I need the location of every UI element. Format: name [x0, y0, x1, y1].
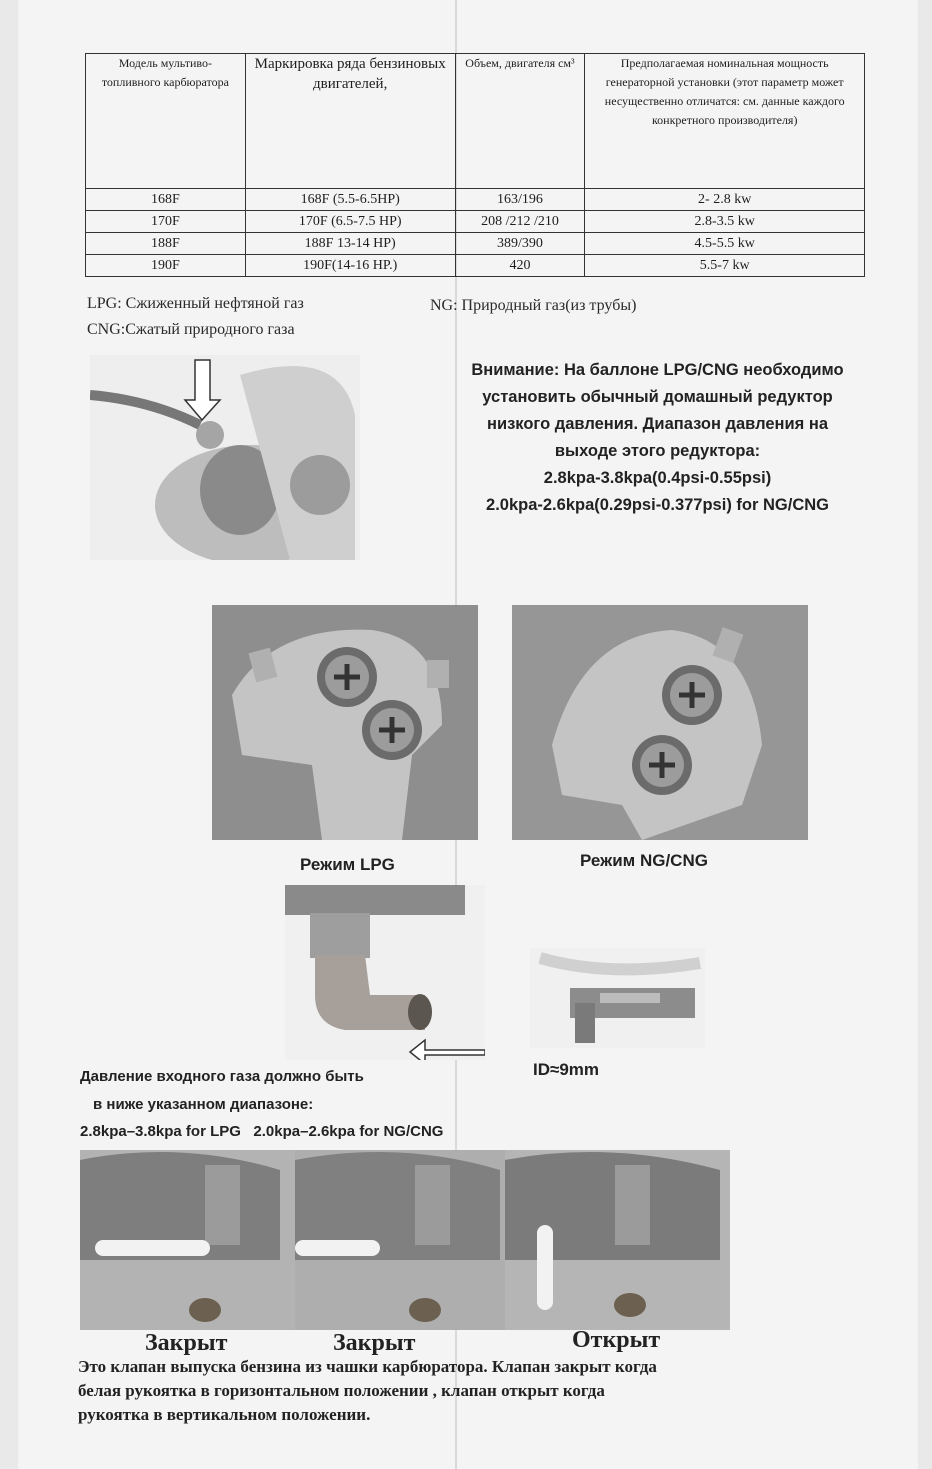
- table-cell: 188F 13-14 HP): [245, 233, 455, 255]
- cng-definition: CNG:Сжатый природного газа: [87, 321, 295, 338]
- table-cell: 168F (5.5-6.5HP): [245, 189, 455, 211]
- table-cell: 4.5-5.5 kw: [585, 233, 865, 255]
- inlet-pressure-range: 2.8kpa–3.8kpa for LPG 2.0kpa–2.6kpa for NG/CNG: [80, 1123, 444, 1140]
- table-cell: 170F: [86, 211, 246, 233]
- table-cell: 2.8-3.5 kw: [585, 211, 865, 233]
- table-cell: 170F (6.5-7.5 HP): [245, 211, 455, 233]
- table-row: [86, 233, 865, 255]
- notice-line: 2.8kpa-3.8kpa(0.4psi-0.55psi): [543, 469, 772, 487]
- lpg-definition: LPG: Сжиженный нефтяной газ: [87, 295, 304, 312]
- table-cell: 5.5-7 kw: [585, 255, 865, 277]
- regulator-photo: [90, 355, 360, 560]
- table-cell: 2- 2.8 kw: [585, 189, 865, 211]
- inlet-pressure-line: в ниже указанном диапазоне:: [93, 1096, 314, 1113]
- table-cell: 163/196: [455, 189, 585, 211]
- ng-definition: NG: Природный газ(из трубы): [430, 297, 637, 314]
- valve-photos: [80, 1150, 730, 1330]
- spec-table: [85, 53, 865, 277]
- table-cell: 190F(14-16 HP.): [245, 255, 455, 277]
- notice-line: низкого давления. Диапазон давления на: [487, 415, 828, 433]
- regulator-notice: [410, 357, 905, 519]
- valve-closed-caption: Закрыт: [333, 1330, 416, 1356]
- table-row: [86, 189, 865, 211]
- inlet-fitting-photo: [285, 885, 485, 1060]
- ng-mode-caption: Режим NG/CNG: [580, 851, 708, 870]
- footer-line: Это клапан выпуска бензина из чашки карбюратора. Клапан закрыт когда: [78, 1357, 657, 1376]
- inner-diameter-label: ID≈9mm: [533, 1060, 600, 1079]
- lpg-mode-caption: Режим LPG: [300, 855, 395, 874]
- ng-mode-photo: [512, 605, 808, 840]
- valve-explanation: [78, 1355, 908, 1427]
- table-cell: 389/390: [455, 233, 585, 255]
- valve-open-caption: Открыт: [572, 1327, 661, 1353]
- table-cell: 168F: [86, 189, 246, 211]
- notice-line: Внимание: На баллоне LPG/CNG необходимо: [471, 361, 844, 379]
- table-header-row: [86, 54, 865, 189]
- valve-closed-caption: Закрыт: [145, 1330, 228, 1356]
- table-row: [86, 211, 865, 233]
- notice-line: 2.0kpa-2.6kpa(0.29psi-0.377psi) for NG/CNG: [486, 496, 829, 514]
- footer-line: белая рукоятка в горизонтальном положении , клапан открыт когда: [78, 1381, 605, 1400]
- table-cell: 420: [455, 255, 585, 277]
- table-cell: 208 /212 /210: [455, 211, 585, 233]
- inlet-pressure-line: Давление входного газа должно быть: [80, 1068, 364, 1085]
- table-header: Маркировка ряда бензиновых двигателей,: [245, 54, 455, 189]
- table-header: Объем, двигателя см³: [455, 54, 585, 189]
- footer-line: рукоятка в вертикальном положении.: [78, 1405, 371, 1424]
- notice-line: выходе этого редуктора:: [554, 442, 761, 460]
- table-cell: 190F: [86, 255, 246, 277]
- caliper-photo: [530, 948, 705, 1048]
- table-header: Предполагаемая номинальная мощность генераторной установки (этот параметр может несущественно отличатся: см. данные каждого конкретного производителя): [585, 54, 865, 189]
- notice-line: установить обычный домашный редуктор: [482, 388, 833, 406]
- table-header: Модель мультиво-топливного карбюратора: [86, 54, 246, 189]
- lpg-mode-photo: [212, 605, 478, 840]
- table-cell: 188F: [86, 233, 246, 255]
- table-row: [86, 255, 865, 277]
